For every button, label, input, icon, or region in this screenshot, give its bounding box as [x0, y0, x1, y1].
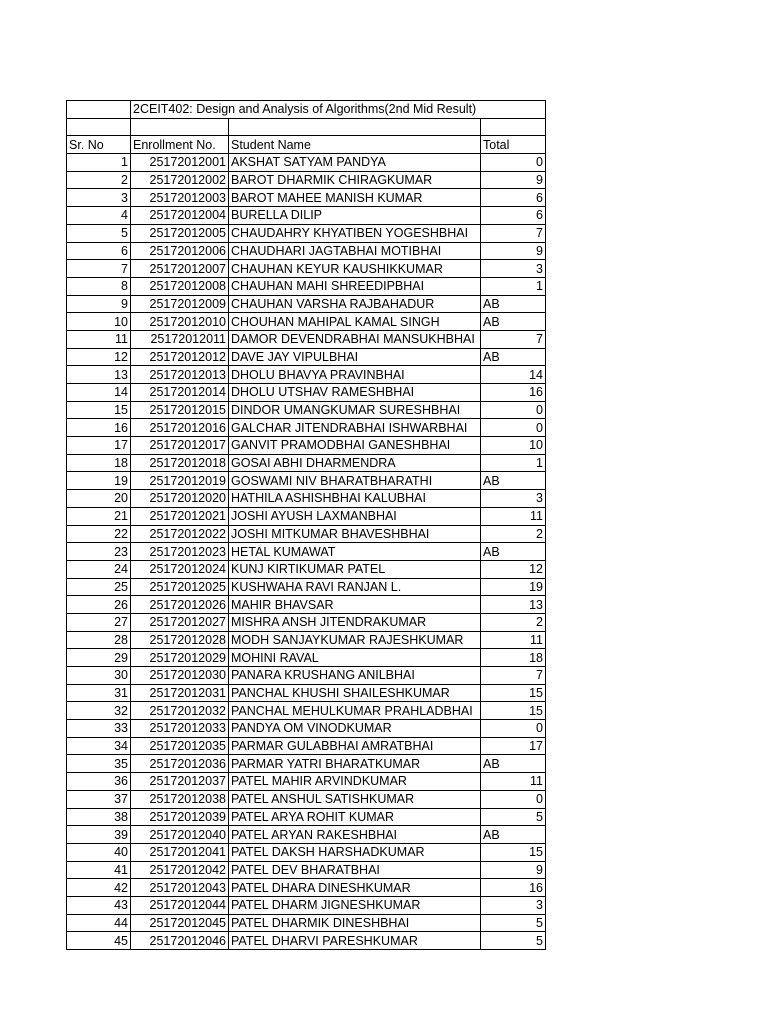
table-row	[67, 578, 546, 596]
sr-no-cell: 33	[67, 720, 131, 738]
enrollment-cell: 25172012004	[131, 207, 229, 225]
sr-no-cell: 32	[67, 702, 131, 720]
enrollment-cell: 25172012007	[131, 260, 229, 278]
total-cell: 0	[481, 790, 546, 808]
table-row	[67, 843, 546, 861]
table-row	[67, 224, 546, 242]
enrollment-cell: 25172012017	[131, 437, 229, 455]
total-cell: AB	[481, 313, 546, 331]
enrollment-cell: 25172012029	[131, 649, 229, 667]
student-name-cell: MODH SANJAYKUMAR RAJESHKUMAR	[229, 631, 481, 649]
header-student-name: Student Name	[229, 136, 481, 154]
total-cell: 19	[481, 578, 546, 596]
enrollment-cell: 25172012019	[131, 472, 229, 490]
total-cell: 18	[481, 649, 546, 667]
table-row	[67, 330, 546, 348]
student-name-cell: PATEL DHARA DINESHKUMAR	[229, 879, 481, 897]
total-cell: 0	[481, 154, 546, 172]
sr-no-cell: 8	[67, 277, 131, 295]
sr-no-cell: 5	[67, 224, 131, 242]
enrollment-cell: 25172012028	[131, 631, 229, 649]
enrollment-cell: 25172012018	[131, 454, 229, 472]
student-name-cell: PATEL DAKSH HARSHADKUMAR	[229, 843, 481, 861]
enrollment-cell: 25172012037	[131, 773, 229, 791]
enrollment-cell: 25172012015	[131, 401, 229, 419]
header-sr-no: Sr. No	[67, 136, 131, 154]
student-name-cell: GOSAI ABHI DHARMENDRA	[229, 454, 481, 472]
student-name-cell: CHAUDHARI JAGTABHAI MOTIBHAI	[229, 242, 481, 260]
sr-no-cell: 31	[67, 684, 131, 702]
total-cell: 1	[481, 277, 546, 295]
sr-no-cell: 39	[67, 826, 131, 844]
student-name-cell: KUSHWAHA RAVI RANJAN L.	[229, 578, 481, 596]
sr-no-cell: 2	[67, 171, 131, 189]
student-name-cell: CHAUHAN MAHI SHREEDIPBHAI	[229, 277, 481, 295]
enrollment-cell: 25172012012	[131, 348, 229, 366]
table-row	[67, 808, 546, 826]
student-name-cell: CHAUHAN KEYUR KAUSHIKKUMAR	[229, 260, 481, 278]
total-cell: AB	[481, 295, 546, 313]
sr-no-cell: 24	[67, 560, 131, 578]
sr-no-cell: 1	[67, 154, 131, 172]
enrollment-cell: 25172012020	[131, 490, 229, 508]
total-cell: 16	[481, 384, 546, 402]
sr-no-cell: 42	[67, 879, 131, 897]
table-row	[67, 384, 546, 402]
student-name-cell: PANCHAL KHUSHI SHAILESHKUMAR	[229, 684, 481, 702]
table-row	[67, 773, 546, 791]
enrollment-cell: 25172012023	[131, 543, 229, 561]
table-row	[67, 684, 546, 702]
sr-no-cell: 37	[67, 790, 131, 808]
student-name-cell: HETAL KUMAWAT	[229, 543, 481, 561]
table-row	[67, 348, 546, 366]
sr-no-cell: 21	[67, 507, 131, 525]
sr-no-cell: 38	[67, 808, 131, 826]
table-row	[67, 826, 546, 844]
sr-no-cell: 43	[67, 896, 131, 914]
sr-no-cell: 11	[67, 330, 131, 348]
sr-no-cell: 19	[67, 472, 131, 490]
enrollment-cell: 25172012026	[131, 596, 229, 614]
enrollment-cell: 25172012046	[131, 932, 229, 950]
sr-no-cell: 36	[67, 773, 131, 791]
sr-no-cell: 27	[67, 613, 131, 631]
table-row	[67, 507, 546, 525]
student-name-cell: PARMAR YATRI BHARATKUMAR	[229, 755, 481, 773]
enrollment-cell: 25172012041	[131, 843, 229, 861]
sr-no-cell: 14	[67, 384, 131, 402]
result-sheet-table	[66, 100, 546, 950]
student-name-cell: AKSHAT SATYAM PANDYA	[229, 154, 481, 172]
student-name-cell: PATEL DHARM JIGNESHKUMAR	[229, 896, 481, 914]
enrollment-cell: 25172012021	[131, 507, 229, 525]
enrollment-cell: 25172012027	[131, 613, 229, 631]
student-name-cell: MAHIR BHAVSAR	[229, 596, 481, 614]
enrollment-cell: 25172012011	[131, 330, 229, 348]
total-cell: 0	[481, 401, 546, 419]
total-cell: 11	[481, 631, 546, 649]
total-cell: 15	[481, 843, 546, 861]
title-blank-cell	[67, 101, 131, 119]
student-name-cell: KUNJ KIRTIKUMAR PATEL	[229, 560, 481, 578]
student-name-cell: JOSHI AYUSH LAXMANBHAI	[229, 507, 481, 525]
total-cell: 2	[481, 525, 546, 543]
sheet-title: 2CEIT402: Design and Analysis of Algorithms(2nd Mid Result)	[131, 101, 546, 119]
enrollment-cell: 25172012042	[131, 861, 229, 879]
table-row	[67, 154, 546, 172]
sr-no-cell: 25	[67, 578, 131, 596]
table-row	[67, 490, 546, 508]
spacer-row	[67, 118, 546, 136]
student-name-cell: MOHINI RAVAL	[229, 649, 481, 667]
student-name-cell: PATEL MAHIR ARVINDKUMAR	[229, 773, 481, 791]
enrollment-cell: 25172012036	[131, 755, 229, 773]
table-row	[67, 702, 546, 720]
enrollment-cell: 25172012038	[131, 790, 229, 808]
total-cell: 3	[481, 490, 546, 508]
sr-no-cell: 15	[67, 401, 131, 419]
table-row	[67, 242, 546, 260]
total-cell: AB	[481, 755, 546, 773]
sr-no-cell: 44	[67, 914, 131, 932]
student-name-cell: PARMAR GULABBHAI AMRATBHAI	[229, 737, 481, 755]
total-cell: 9	[481, 242, 546, 260]
student-name-cell: GANVIT PRAMODBHAI GANESHBHAI	[229, 437, 481, 455]
student-name-cell: PANCHAL MEHULKUMAR PRAHLADBHAI	[229, 702, 481, 720]
enrollment-cell: 25172012040	[131, 826, 229, 844]
student-name-cell: DAMOR DEVENDRABHAI MANSUKHBHAI	[229, 330, 481, 348]
student-name-cell: PATEL ANSHUL SATISHKUMAR	[229, 790, 481, 808]
table-row	[67, 295, 546, 313]
enrollment-cell: 25172012022	[131, 525, 229, 543]
total-cell: 15	[481, 702, 546, 720]
sr-no-cell: 13	[67, 366, 131, 384]
student-name-cell: PANDYA OM VINODKUMAR	[229, 720, 481, 738]
sr-no-cell: 4	[67, 207, 131, 225]
total-cell: 7	[481, 667, 546, 685]
sr-no-cell: 23	[67, 543, 131, 561]
spacer-cell	[481, 118, 546, 136]
table-row	[67, 896, 546, 914]
table-row	[67, 189, 546, 207]
total-cell: AB	[481, 826, 546, 844]
student-name-cell: GALCHAR JITENDRABHAI ISHWARBHAI	[229, 419, 481, 437]
enrollment-cell: 25172012013	[131, 366, 229, 384]
total-cell: 7	[481, 224, 546, 242]
enrollment-cell: 25172012016	[131, 419, 229, 437]
student-name-cell: BURELLA DILIP	[229, 207, 481, 225]
student-name-cell: DHOLU UTSHAV RAMESHBHAI	[229, 384, 481, 402]
total-cell: 12	[481, 560, 546, 578]
total-cell: AB	[481, 472, 546, 490]
sr-no-cell: 12	[67, 348, 131, 366]
table-row	[67, 543, 546, 561]
sr-no-cell: 20	[67, 490, 131, 508]
sr-no-cell: 6	[67, 242, 131, 260]
enrollment-cell: 25172012025	[131, 578, 229, 596]
table-row	[67, 914, 546, 932]
total-cell: 10	[481, 437, 546, 455]
table-row	[67, 932, 546, 950]
table-row	[67, 560, 546, 578]
table-row	[67, 737, 546, 755]
header-total: Total	[481, 136, 546, 154]
sr-no-cell: 16	[67, 419, 131, 437]
enrollment-cell: 25172012008	[131, 277, 229, 295]
enrollment-cell: 25172012030	[131, 667, 229, 685]
total-cell: 0	[481, 720, 546, 738]
sr-no-cell: 18	[67, 454, 131, 472]
total-cell: 14	[481, 366, 546, 384]
result-sheet-body	[67, 101, 546, 950]
total-cell: 5	[481, 808, 546, 826]
student-name-cell: MISHRA ANSH JITENDRAKUMAR	[229, 613, 481, 631]
student-name-cell: CHAUDAHRY KHYATIBEN YOGESHBHAI	[229, 224, 481, 242]
student-name-cell: DINDOR UMANGKUMAR SURESHBHAI	[229, 401, 481, 419]
enrollment-cell: 25172012031	[131, 684, 229, 702]
total-cell: 9	[481, 861, 546, 879]
total-cell: 1	[481, 454, 546, 472]
sr-no-cell: 28	[67, 631, 131, 649]
enrollment-cell: 25172012005	[131, 224, 229, 242]
sr-no-cell: 26	[67, 596, 131, 614]
table-row	[67, 419, 546, 437]
sr-no-cell: 35	[67, 755, 131, 773]
total-cell: 13	[481, 596, 546, 614]
total-cell: 11	[481, 507, 546, 525]
student-name-cell: CHOUHAN MAHIPAL KAMAL SINGH	[229, 313, 481, 331]
table-row	[67, 525, 546, 543]
enrollment-cell: 25172012010	[131, 313, 229, 331]
total-cell: 3	[481, 260, 546, 278]
table-row	[67, 861, 546, 879]
table-row	[67, 720, 546, 738]
total-cell: 7	[481, 330, 546, 348]
sr-no-cell: 45	[67, 932, 131, 950]
table-row	[67, 879, 546, 897]
table-row	[67, 260, 546, 278]
student-name-cell: HATHILA ASHISHBHAI KALUBHAI	[229, 490, 481, 508]
sr-no-cell: 40	[67, 843, 131, 861]
student-name-cell: PATEL ARYAN RAKESHBHAI	[229, 826, 481, 844]
student-name-cell: JOSHI MITKUMAR BHAVESHBHAI	[229, 525, 481, 543]
student-name-cell: BAROT DHARMIK CHIRAGKUMAR	[229, 171, 481, 189]
enrollment-cell: 25172012024	[131, 560, 229, 578]
header-enrollment: Enrollment No.	[131, 136, 229, 154]
total-cell: 16	[481, 879, 546, 897]
table-row	[67, 790, 546, 808]
table-row	[67, 171, 546, 189]
student-name-cell: CHAUHAN VARSHA RAJBAHADUR	[229, 295, 481, 313]
sr-no-cell: 30	[67, 667, 131, 685]
sr-no-cell: 10	[67, 313, 131, 331]
total-cell: 3	[481, 896, 546, 914]
student-name-cell: PATEL DEV BHARATBHAI	[229, 861, 481, 879]
sr-no-cell: 7	[67, 260, 131, 278]
table-row	[67, 613, 546, 631]
student-name-cell: DHOLU BHAVYA PRAVINBHAI	[229, 366, 481, 384]
table-row	[67, 454, 546, 472]
sr-no-cell: 41	[67, 861, 131, 879]
sr-no-cell: 29	[67, 649, 131, 667]
student-name-cell: PANARA KRUSHANG ANILBHAI	[229, 667, 481, 685]
spacer-cell	[67, 118, 131, 136]
table-row	[67, 596, 546, 614]
sr-no-cell: 34	[67, 737, 131, 755]
enrollment-cell: 25172012033	[131, 720, 229, 738]
enrollment-cell: 25172012043	[131, 879, 229, 897]
total-cell: 6	[481, 189, 546, 207]
total-cell: 5	[481, 932, 546, 950]
total-cell: 2	[481, 613, 546, 631]
spacer-cell	[131, 118, 229, 136]
table-row	[67, 437, 546, 455]
table-row	[67, 755, 546, 773]
sr-no-cell: 9	[67, 295, 131, 313]
enrollment-cell: 25172012002	[131, 171, 229, 189]
table-row	[67, 401, 546, 419]
total-cell: 17	[481, 737, 546, 755]
enrollment-cell: 25172012009	[131, 295, 229, 313]
enrollment-cell: 25172012006	[131, 242, 229, 260]
enrollment-cell: 25172012001	[131, 154, 229, 172]
table-row	[67, 207, 546, 225]
table-row	[67, 649, 546, 667]
total-cell: 0	[481, 419, 546, 437]
total-cell: AB	[481, 543, 546, 561]
student-name-cell: DAVE JAY VIPULBHAI	[229, 348, 481, 366]
student-name-cell: PATEL DHARMIK DINESHBHAI	[229, 914, 481, 932]
enrollment-cell: 25172012045	[131, 914, 229, 932]
sr-no-cell: 17	[67, 437, 131, 455]
total-cell: 5	[481, 914, 546, 932]
table-row	[67, 472, 546, 490]
sr-no-cell: 22	[67, 525, 131, 543]
sr-no-cell: 3	[67, 189, 131, 207]
total-cell: 9	[481, 171, 546, 189]
total-cell: 6	[481, 207, 546, 225]
enrollment-cell: 25172012039	[131, 808, 229, 826]
title-row	[67, 101, 546, 119]
enrollment-cell: 25172012032	[131, 702, 229, 720]
spacer-cell	[229, 118, 481, 136]
total-cell: AB	[481, 348, 546, 366]
table-row	[67, 631, 546, 649]
student-name-cell: PATEL DHARVI PARESHKUMAR	[229, 932, 481, 950]
total-cell: 11	[481, 773, 546, 791]
student-name-cell: PATEL ARYA ROHIT KUMAR	[229, 808, 481, 826]
student-name-cell: BAROT MAHEE MANISH KUMAR	[229, 189, 481, 207]
table-row	[67, 313, 546, 331]
enrollment-cell: 25172012003	[131, 189, 229, 207]
header-row	[67, 136, 546, 154]
total-cell: 15	[481, 684, 546, 702]
student-name-cell: GOSWAMI NIV BHARATBHARATHI	[229, 472, 481, 490]
table-row	[67, 366, 546, 384]
table-row	[67, 667, 546, 685]
table-row	[67, 277, 546, 295]
enrollment-cell: 25172012014	[131, 384, 229, 402]
enrollment-cell: 25172012044	[131, 896, 229, 914]
enrollment-cell: 25172012035	[131, 737, 229, 755]
